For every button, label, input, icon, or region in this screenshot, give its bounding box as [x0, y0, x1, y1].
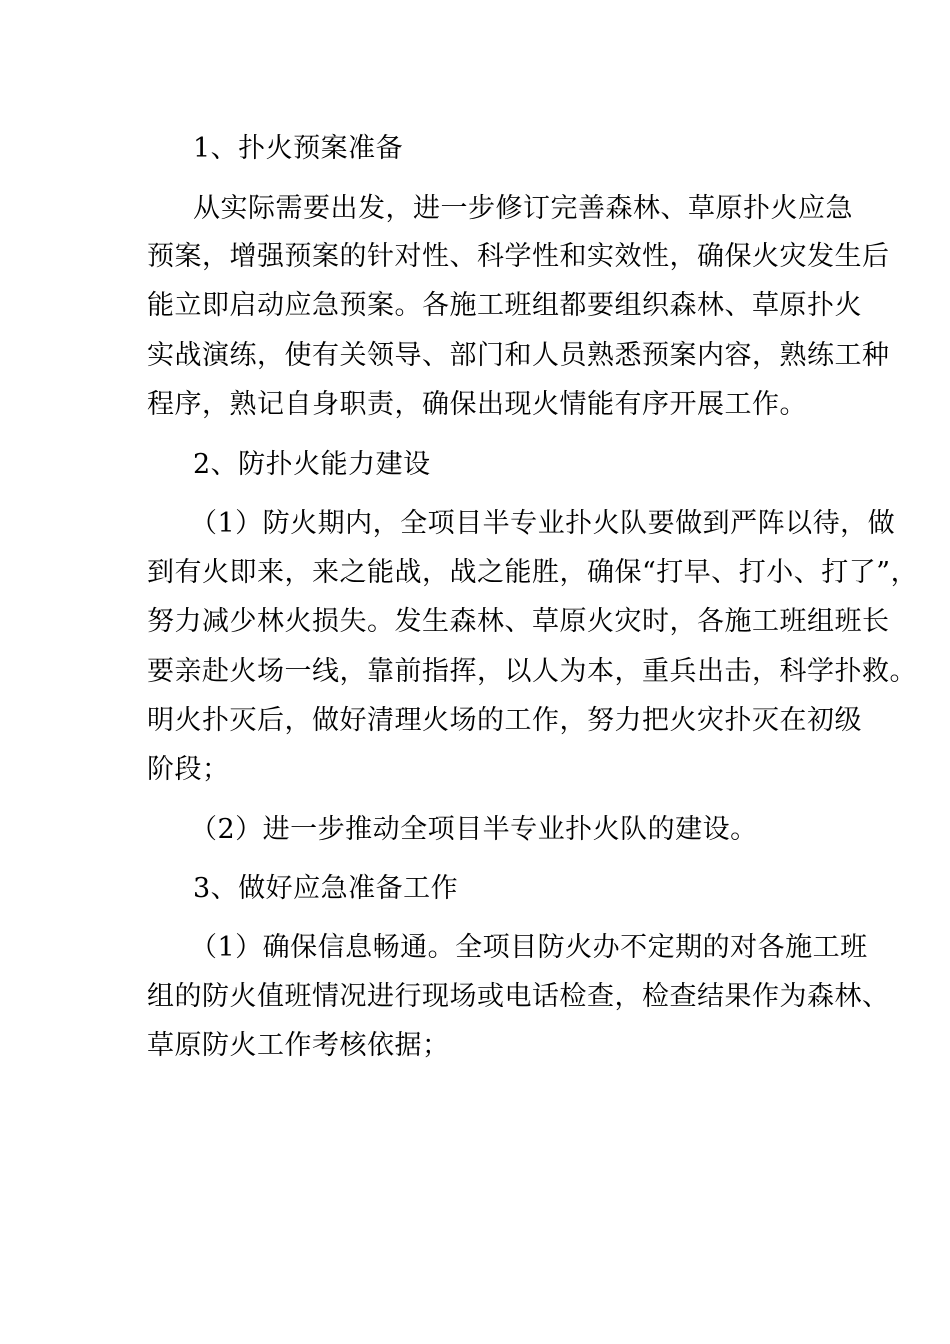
paragraph-line: 从实际需要出发，进一步修订完善森林、草原扑火应急 — [193, 193, 853, 224]
paragraph-line: 到有火即来，来之能战，战之能胜，确保“打早、打小、打了”， — [147, 557, 919, 588]
paragraph-line: 草原防火工作考核依据； — [147, 1030, 450, 1061]
section-heading-2: 2、防扑火能力建设 — [193, 449, 431, 480]
paragraph-line: 能立即启动应急预案。各施工班组都要组织森林、草原扑火 — [147, 290, 862, 321]
paragraph-line: 组的防火值班情况进行现场或电话检查，检查结果作为森林、 — [147, 981, 890, 1012]
paragraph-line: 阶段； — [147, 754, 230, 785]
section-heading-3: 3、做好应急准备工作 — [193, 873, 459, 904]
paragraph-line: （1）防火期内，全项目半专业扑火队要做到严阵以待，做 — [190, 508, 896, 539]
section-heading-1: 1、扑火预案准备 — [193, 133, 404, 164]
paragraph-line: 实战演练，使有关领导、部门和人员熟悉预案内容，熟练工种 — [147, 340, 890, 371]
paragraph-line: 程序，熟记自身职责，确保出现火情能有序开展工作。 — [147, 389, 807, 420]
paragraph-line: 努力减少林火损失。发生森林、草原火灾时，各施工班组班长 — [147, 606, 890, 637]
paragraph-line: （2）进一步推动全项目半专业扑火队的建设。 — [190, 814, 758, 845]
paragraph-line: 明火扑灭后，做好清理火场的工作，努力把火灾扑灭在初级 — [147, 705, 862, 736]
paragraph-line: 要亲赴火场一线，靠前指挥，以人为本，重兵出击，科学扑救。 — [147, 656, 917, 687]
paragraph-line: （1）确保信息畅通。全项目防火办不定期的对各施工班 — [190, 932, 868, 963]
paragraph-line: 预案，增强预案的针对性、科学性和实效性，确保火灾发生后 — [147, 241, 890, 272]
